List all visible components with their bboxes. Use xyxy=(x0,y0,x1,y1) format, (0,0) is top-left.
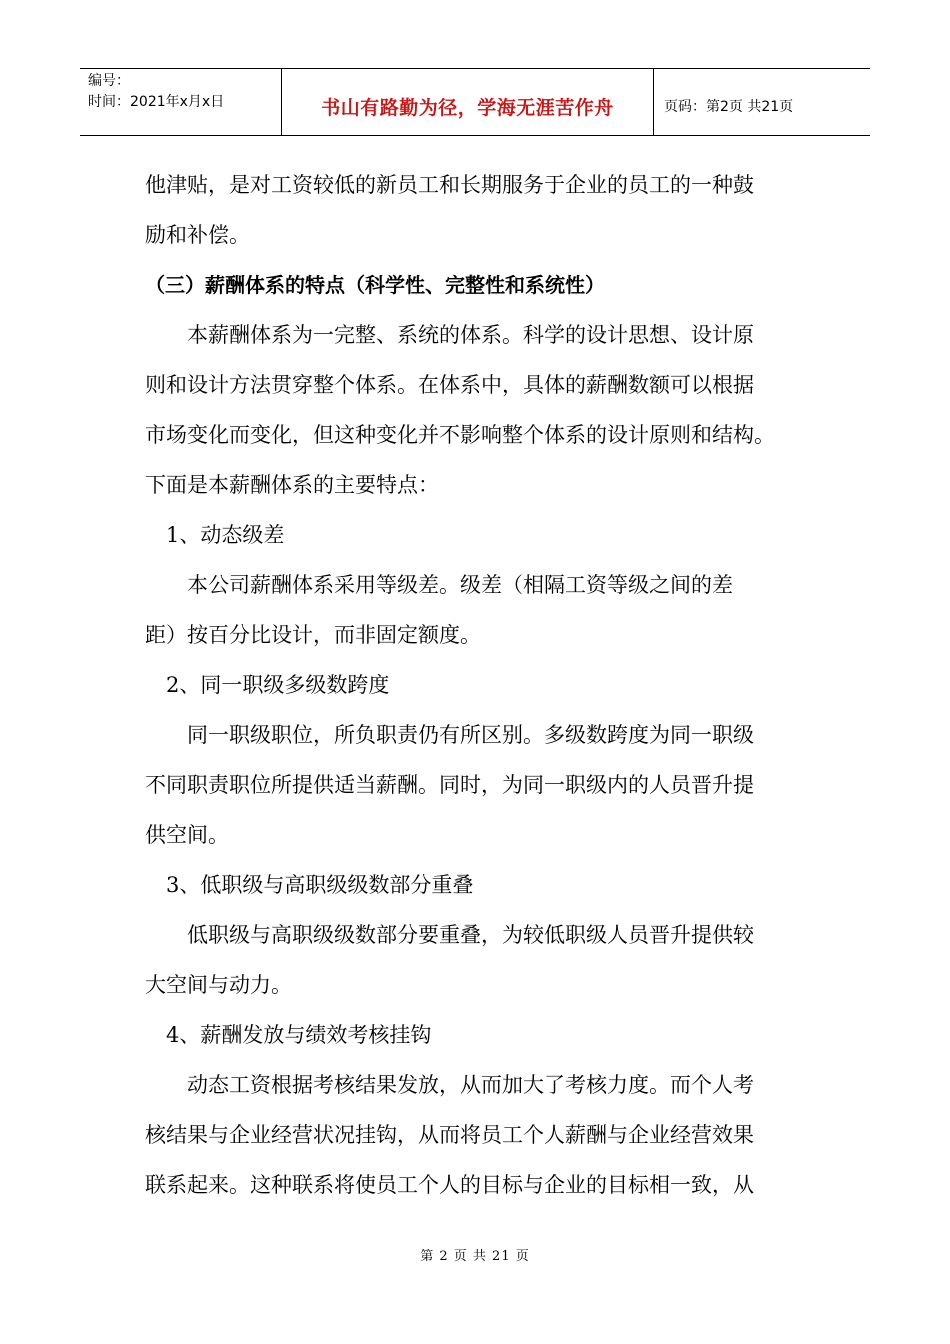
paragraph-start: 低职级与高职级级数部分要重叠，为较低职级人员晋升提供较 xyxy=(187,923,754,947)
header-motto: 书山有路勤为径，学海无涯苦作舟 xyxy=(321,96,614,119)
body-line: 下面是本薪酬体系的主要特点： xyxy=(145,473,439,497)
body-line: 大空间与动力。 xyxy=(145,973,292,997)
document-number: 编号： xyxy=(88,73,130,89)
subheading-4: 4、薪酬发放与绩效考核挂钩 xyxy=(166,1023,432,1047)
paragraph-start: 本薪酬体系为一完整、系统的体系。科学的设计思想、设计原 xyxy=(187,323,754,347)
body-line: 励和补偿。 xyxy=(145,223,250,247)
body-line: 距）按百分比设计，而非固定额度。 xyxy=(145,623,481,647)
document-date: 时间：2021年x月x日 xyxy=(88,94,225,110)
page-header xyxy=(80,68,870,136)
body-line: 供空间。 xyxy=(145,823,229,847)
paragraph-start: 动态工资根据考核结果发放，从而加大了考核力度。而个人考 xyxy=(187,1073,754,1097)
header-page-info: 页码：第2页 共21页 xyxy=(664,99,794,115)
page-footer: 第 2 页 共 21 页 xyxy=(420,1249,530,1264)
paragraph-start: 同一职级职位，所负职责仍有所区别。多级数跨度为同一职级 xyxy=(187,723,754,747)
subheading-1: 1、动态级差 xyxy=(166,523,285,547)
body-line: 核结果与企业经营状况挂钩，从而将员工个人薪酬与企业经营效果 xyxy=(145,1123,754,1147)
body-line: 则和设计方法贯穿整个体系。在体系中，具体的薪酬数额可以根据 xyxy=(145,373,754,397)
body-line: 联系起来。这种联系将使员工个人的目标与企业的目标相一致，从 xyxy=(145,1173,754,1197)
body-line: 市场变化而变化，但这种变化并不影响整个体系的设计原则和结构。 xyxy=(145,423,775,447)
header-page-cell xyxy=(654,69,870,135)
header-motto-cell xyxy=(282,69,654,135)
body-line: 不同职责职位所提供适当薪酬。同时，为同一职级内的人员晋升提 xyxy=(145,773,754,797)
header-meta-cell xyxy=(80,69,282,135)
subheading-2: 2、同一职级多级数跨度 xyxy=(166,673,390,697)
paragraph-start: 本公司薪酬体系采用等级差。级差（相隔工资等级之间的差 xyxy=(187,573,733,597)
document-body xyxy=(145,160,815,1210)
subheading-3: 3、低职级与高职级级数部分重叠 xyxy=(166,873,474,897)
body-line: 他津贴，是对工资较低的新员工和长期服务于企业的员工的一种鼓 xyxy=(145,173,754,197)
section-heading: （三）薪酬体系的特点（科学性、完整性和系统性） xyxy=(145,273,605,297)
